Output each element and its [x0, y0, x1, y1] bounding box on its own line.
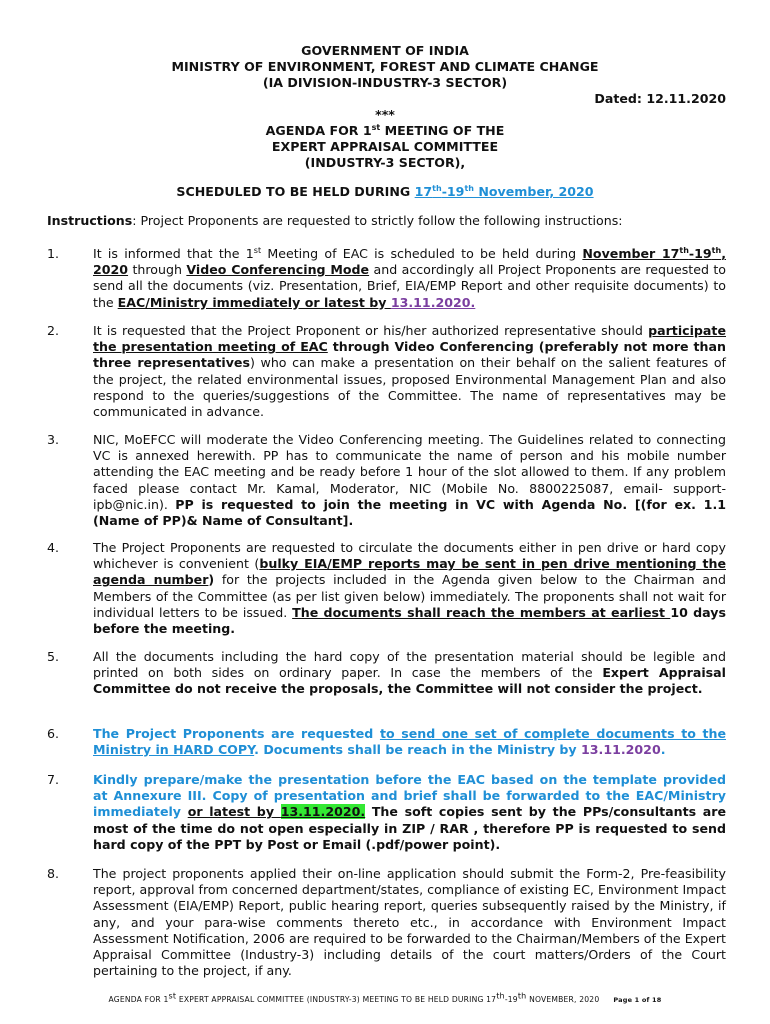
- instruction-item-1: [47, 246, 727, 311]
- item-number: 8.: [47, 866, 60, 881]
- instruction-item-2: [47, 323, 727, 420]
- page-number: Page 1 of 18: [613, 996, 662, 1004]
- item-number: 7.: [47, 772, 60, 787]
- item-text: It is requested that the Project Proponent or his/her authorized representative should participate the presentation meeting of EAC through Video Conferencing (preferably not more than three representatives) who can make a presentation on their behalf on the salient features of the project, the related environmental issues, proposed Environmental Management Plan and also respond to the queries/suggestions of the Committee. The name of representatives may be communicated in advance.: [93, 323, 726, 420]
- item-number: 2.: [47, 323, 60, 338]
- header-stars: ***: [375, 107, 395, 122]
- instruction-item-7: [47, 772, 727, 853]
- header-government: GOVERNMENT OF INDIA: [301, 43, 469, 58]
- instruction-item-3: [47, 432, 727, 529]
- item-number: 4.: [47, 540, 60, 555]
- item-text: Kindly prepare/make the presentation before the EAC based on the template provided at Annexure III. Copy of presentation and brief shall be forwarded to the EAC/Ministry immediately or latest by 13.11.2020. The soft copies sent by the PPs/consultants are most of the time do not open especially in ZIP / RAR , therefore PP is requested to send hard copy of the PPT by Post or Email (.pdf/power point).: [93, 772, 727, 852]
- instruction-item-8: [47, 866, 727, 979]
- item-text: It is informed that the 1st Meeting of EAC is scheduled to be held during November 17th-19th, 2020 through Video Conferencing Mode and accordingly all Project Proponents are requested to send all the documents (viz. Presentation, Brief, EIA/EMP Report and other requisite documents) to the EAC/Ministry immediately or latest by 13.11.2020.: [93, 245, 726, 310]
- item-text: The project proponents applied their on-line application should submit the Form-2, Pre-feasibility report, approval from concerned department/states, compliance of existing EC, Environment Impact Assessment (EIA/EMP) Report, public hearing report, queries subsequently raised by the Ministry, if any, and your para-wise comments thereto etc., in accordance with Environment Impact Assessment Notification, 2006 are required to be forwarded to the Chairman/Members of the Expert Appraisal Committee (Industry-3) including details of the court matters/Orders of the Court pertaining to the project, if any.: [93, 866, 726, 979]
- header-division: (IA DIVISION-INDUSTRY-3 SECTOR): [262, 75, 508, 90]
- agenda-title: AGENDA FOR 1st MEETING OF THE: [265, 122, 505, 138]
- item-number: 1.: [47, 246, 60, 261]
- header-ministry: MINISTRY OF ENVIRONMENT, FOREST AND CLIMATE CHANGE: [171, 59, 599, 74]
- instruction-item-6: [47, 726, 727, 758]
- instruction-item-5: [47, 649, 727, 698]
- item-number: 5.: [47, 649, 60, 664]
- item-number: 6.: [47, 726, 60, 741]
- agenda-committee: EXPERT APPRAISAL COMMITTEE: [271, 139, 499, 154]
- item-text: NIC, MoEFCC will moderate the Video Conferencing meeting. The Guidelines related to connecting VC is annexed herewith. PP has to communicate the name of person and his mobile number attending the EAC meeting and be ready before 1 hour of the slot allowed to them. If any problem faced please contact Mr. Kamal, Moderator, NIC (Mobile No. 8800225087, email- support-ipb@nic.in). PP is requested to join the meeting in VC with Agenda No. [(for ex. 1.1 (Name of PP)& Name of Consultant].: [93, 432, 726, 529]
- document-date: Dated: 12.11.2020: [594, 91, 726, 106]
- schedule-line: SCHEDULED TO BE HELD DURING 17th-19th November, 2020: [176, 183, 594, 199]
- instruction-item-4: [47, 540, 727, 637]
- item-text: The Project Proponents are requested to circulate the documents either in pen drive or hard copy whichever is convenient (bulky EIA/EMP reports may be sent in pen drive mentioning the agenda number) for the projects included in the Agenda given below to the Chairman and Members of the Committee (as per list given below) immediately. The proponents shall not wait for individual letters to be issued. The documents shall reach the members at earliest 10 days before the meeting.: [93, 540, 726, 637]
- item-text: All the documents including the hard copy of the presentation material should be legible and printed on both sides on ordinary paper. In case the members of the Expert Appraisal Committee do not receive the proposals, the Committee will not consider the project.: [93, 649, 726, 697]
- page-footer: AGENDA FOR 1st EXPERT APPRAISAL COMMITTEE (INDUSTRY-3) MEETING TO BE HELD DURING 17th-19th NOVEMBER, 2020 Page 1 of 18: [108, 991, 662, 1004]
- instructions: Instructions: Project Proponents are requested to strictly follow the following instructions:: [47, 213, 623, 228]
- schedule-dates: 17th-19th November, 2020: [414, 183, 594, 199]
- agenda-sector: (INDUSTRY-3 SECTOR),: [304, 155, 466, 170]
- item-text: The Project Proponents are requested to send one set of complete documents to the Ministry in HARD COPY. Documents shall be reach in the Ministry by 13.11.2020.: [93, 726, 727, 758]
- item-number: 3.: [47, 432, 60, 447]
